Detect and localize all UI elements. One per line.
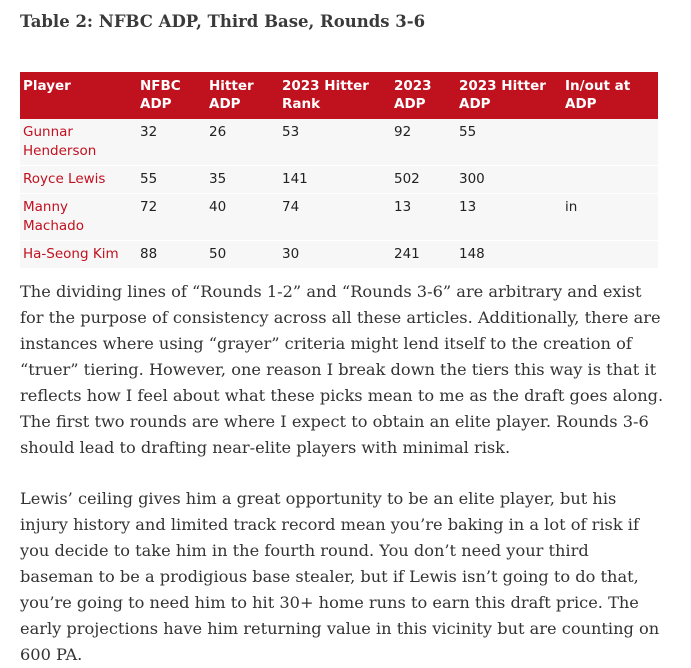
adp-table (20, 72, 658, 269)
cell-nfbc-adp: 72 (137, 194, 206, 241)
table-header-row (20, 72, 658, 119)
article-paragraph: The dividing lines of “Rounds 1-2” and “Rounds 3-6” are arbitrary and exist for the purpose of consistency across all these articles. Additionally, there are instances where using “grayer” criteria might lend itself to the creation of “truer” tiering. However, one reason I break down the tiers this way is that it reflects how I feel about what these picks mean to me as the draft goes along. The first two rounds are where I expect to obtain an elite player. Rounds 3-6 should lead to drafting near-elite players with minimal risk. (20, 282, 664, 457)
player-link[interactable]: Gunnar Henderson (20, 119, 137, 166)
cell-2023-adp: 13 (391, 194, 456, 241)
cell-hitter-adp: 40 (206, 194, 279, 241)
cell-2023-hitter-rank: 74 (279, 194, 391, 241)
cell-2023-hitter-rank: 141 (279, 166, 391, 194)
player-link[interactable]: Ha-Seong Kim (20, 241, 137, 269)
cell-hitter-adp: 35 (206, 166, 279, 194)
cell-in-out: in (562, 194, 658, 241)
cell-2023-adp: 92 (391, 119, 456, 166)
player-link[interactable]: Royce Lewis (20, 166, 137, 194)
header-2023-hitter-rank: 2023 Hitter Rank (279, 72, 391, 119)
table-row (20, 119, 658, 166)
cell-2023-adp: 502 (391, 166, 456, 194)
cell-nfbc-adp: 32 (137, 119, 206, 166)
header-player: Player (20, 72, 137, 119)
cell-in-out (562, 166, 658, 194)
table-row (20, 241, 658, 269)
table-row (20, 194, 658, 241)
header-hitter-adp: Hitter ADP (206, 72, 279, 119)
cell-in-out (562, 241, 658, 269)
cell-2023-hitter-rank: 53 (279, 119, 391, 166)
article-paragraph: Lewis’ ceiling gives him a great opportunity to be an elite player, but his injury history and limited track record mean you’re baking in a lot of risk if you decide to take him in the fourth round. You don’t need your third baseman to be a prodigious base stealer, but if Lewis isn’t going to do that, you’re going to need him to hit 30+ home runs to earn this draft price. The early projections have him returning value in this vicinity but are counting on 600 PA. (20, 489, 660, 664)
table-row (20, 166, 658, 194)
cell-2023-adp: 241 (391, 241, 456, 269)
cell-hitter-adp: 50 (206, 241, 279, 269)
cell-2023-hitter-adp: 148 (456, 241, 562, 269)
cell-2023-hitter-adp: 300 (456, 166, 562, 194)
header-2023-adp: 2023 ADP (391, 72, 456, 119)
header-in-out-at-adp: In/out at ADP (562, 72, 658, 119)
table-title: Table 2: NFBC ADP, Third Base, Rounds 3-6 (20, 12, 426, 31)
player-link[interactable]: Manny Machado (20, 194, 137, 241)
header-2023-hitter-adp: 2023 Hitter ADP (456, 72, 562, 119)
cell-2023-hitter-adp: 13 (456, 194, 562, 241)
header-nfbc-adp: NFBC ADP (137, 72, 206, 119)
cell-hitter-adp: 26 (206, 119, 279, 166)
cell-2023-hitter-rank: 30 (279, 241, 391, 269)
cell-nfbc-adp: 55 (137, 166, 206, 194)
cell-nfbc-adp: 88 (137, 241, 206, 269)
cell-2023-hitter-adp: 55 (456, 119, 562, 166)
cell-in-out (562, 119, 658, 166)
